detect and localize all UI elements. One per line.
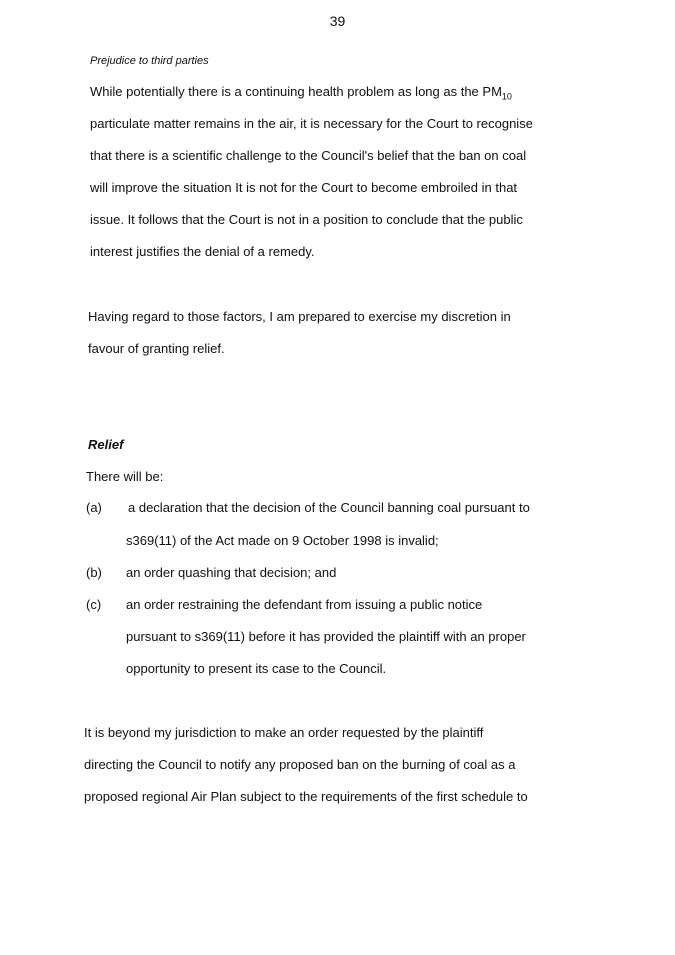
paragraph-line: It is beyond my jurisdiction to make an order requested by the plaintiff — [84, 725, 484, 740]
list-item-line: an order quashing that decision; and — [126, 565, 337, 580]
list-item-line: an order restraining the defendant from issuing a public notice — [126, 597, 483, 612]
page-number: 39 — [329, 13, 346, 29]
paragraph-line: Having regard to those factors, I am prepared to exercise my discretion in — [88, 309, 511, 324]
subscript-text: 10 — [501, 91, 512, 102]
paragraph-line: will improve the situation It is not for the Court to become embroiled in that — [90, 180, 518, 195]
paragraph-line: issue. It follows that the Court is not in a position to conclude that the public — [90, 212, 523, 227]
list-item-line: pursuant to s369(11) before it has provided the plaintiff with an proper — [126, 629, 526, 644]
paragraph-line: proposed regional Air Plan subject to the requirements of the first schedule to — [84, 789, 528, 804]
list-item-line: s369(11) of the Act made on 9 October 1998 is invalid; — [126, 533, 439, 548]
paragraph-line: directing the Council to notify any proposed ban on the burning of coal as a — [84, 757, 516, 772]
list-item-line: opportunity to present its case to the Council. — [126, 661, 387, 676]
list-item-label: (c) — [86, 597, 102, 612]
paragraph-line: favour of granting relief. — [88, 341, 225, 356]
paragraph-line: interest justifies the denial of a remedy. — [90, 244, 315, 259]
paragraph-line — [90, 84, 512, 105]
section-subheading: Prejudice to third parties — [90, 55, 209, 67]
paragraph-line: particulate matter remains in the air, it is necessary for the Court to recognise — [90, 116, 533, 131]
list-item-label: (a) — [86, 500, 102, 515]
relief-intro: There will be: — [86, 469, 164, 484]
list-item-label: (b) — [86, 565, 102, 580]
paragraph-line-text: While potentially there is a continuing health problem as long as the PM — [90, 84, 502, 99]
list-item-line: a declaration that the decision of the Council banning coal pursuant to — [128, 500, 530, 515]
section-heading-relief: Relief — [88, 437, 124, 452]
paragraph-line: that there is a scientific challenge to the Council's belief that the ban on coal — [90, 148, 527, 163]
